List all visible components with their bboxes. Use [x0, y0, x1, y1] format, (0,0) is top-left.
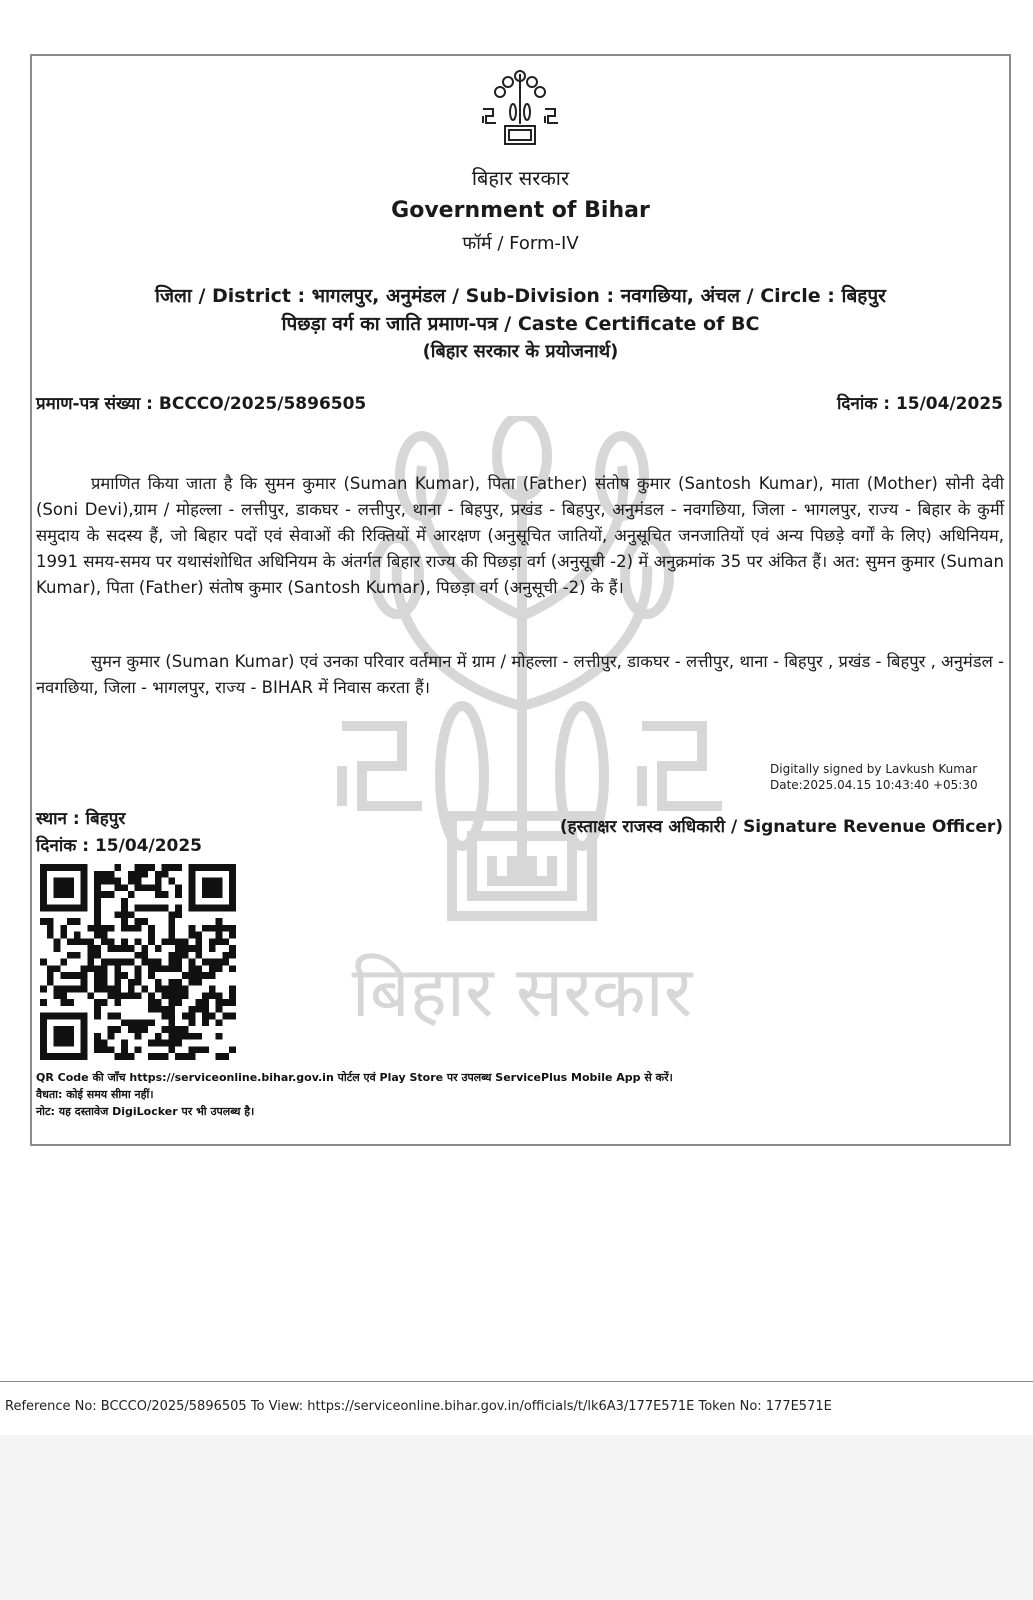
qr-notes — [36, 1069, 673, 1120]
place: स्थान : बिहपुर — [36, 809, 126, 829]
footer-divider — [0, 1381, 1033, 1382]
reference-line: Reference No: BCCCO/2025/5896505 To View: https://serviceonline.bihar.gov.in/officials/t/lk6A3/177E571E Token No: 177E571E — [5, 1399, 832, 1414]
qr-note-verify: QR Code की जाँच https://serviceonline.bihar.gov.in पोर्टल एवं Play Store पर उपलब्ध ServicePlus Mobile App से करें। — [36, 1071, 673, 1084]
watermark-text: बिहार सरकार — [351, 951, 693, 1033]
certificate-body-paragraph-1: प्रमाणित किया जाता है कि सुमन कुमार (Suman Kumar), पिता (Father) संतोष कुमार (Santosh Kumar), माता (Mother) सोनी देवी (Soni Devi),ग्राम / मोहल्ला - लत्तीपुर, डाकघर - लत्तीपुर, थाना - बिहपुर, प्रखंड - बिहपुर, अनुमंडल - नवगछिया, जिला - भागलपुर, राज्य - बिहार के कुर्मी समुदाय के सदस्य हैं, जो बिहार पदों एवं सेवाओं की रिक्तियों में आरक्षण (अनुसूचित जातियों, अनुसूचित जनजातियों एवं अन्य पिछड़े वर्गों के लिए) अधिनियम, 1991 समय-समय पर यथासंशोधित अधिनियम के अंतर्गत बिहार राज्य की पिछड़ा वर्ग (अनुसूची -2) में अनुक्रमांक 35 पर अंकित हैं। अत: सुमन कुमार (Suman Kumar), पिता (Father) संतोष कुमार (Santosh Kumar), पिछड़ा वर्ग (अनुसूची -2) के हैं। — [36, 474, 1004, 597]
digital-signature-date: Date:2025.04.15 10:43:40 +05:30 — [770, 778, 978, 792]
certificate-number: प्रमाण-पत्र संख्या : BCCCO/2025/5896505 — [36, 394, 367, 414]
certificate-type: पिछड़ा वर्ग का जाति प्रमाण-पत्र / Caste Certificate of BC — [281, 313, 760, 335]
qr-note-validity: वैधता: कोई समय सीमा नहीं। — [36, 1088, 154, 1101]
certificate-purpose: (बिहार सरकार के प्रयोजनार्थ) — [422, 341, 619, 362]
issue-date: दिनांक : 15/04/2025 — [36, 836, 203, 856]
signature-revenue-officer: (हस्ताक्षर राजस्व अधिकारी / Signature Revenue Officer) — [559, 817, 1003, 837]
title-hindi: बिहार सरकार — [471, 166, 570, 190]
caste-certificate — [30, 54, 1011, 1146]
digital-signature-name: Digitally signed by Lavkush Kumar — [770, 762, 978, 776]
district-line: जिला / District : भागलपुर, अनुमंडल / Sub-Division : नवगछिया, अंचल / Circle : बिहपुर — [155, 285, 886, 307]
form-number: फॉर्म / Form-IV — [462, 233, 579, 254]
certificate-body-paragraph-2: सुमन कुमार (Suman Kumar) एवं उनका परिवार वर्तमान में ग्राम / मोहल्ला - लत्तीपुर, डाकघर - लत्तीपुर, थाना - बिहपुर , प्रखंड - बिहपुर , अनुमंडल - नवगछिया, जिला - भागलपुर, राज्य - BIHAR में निवास करता हैं। — [36, 652, 1004, 697]
certificate-date: दिनांक : 15/04/2025 — [836, 394, 1003, 414]
qr-code[interactable] — [40, 864, 236, 1060]
digital-signature — [770, 761, 978, 793]
page-bottom-area — [0, 1435, 1033, 1600]
qr-note-digilocker: नोट: यह दस्तावेज DigiLocker पर भी उपलब्ध है। — [36, 1105, 255, 1118]
bihar-emblem-logo — [475, 64, 565, 154]
title-english: Government of Bihar — [391, 198, 650, 223]
